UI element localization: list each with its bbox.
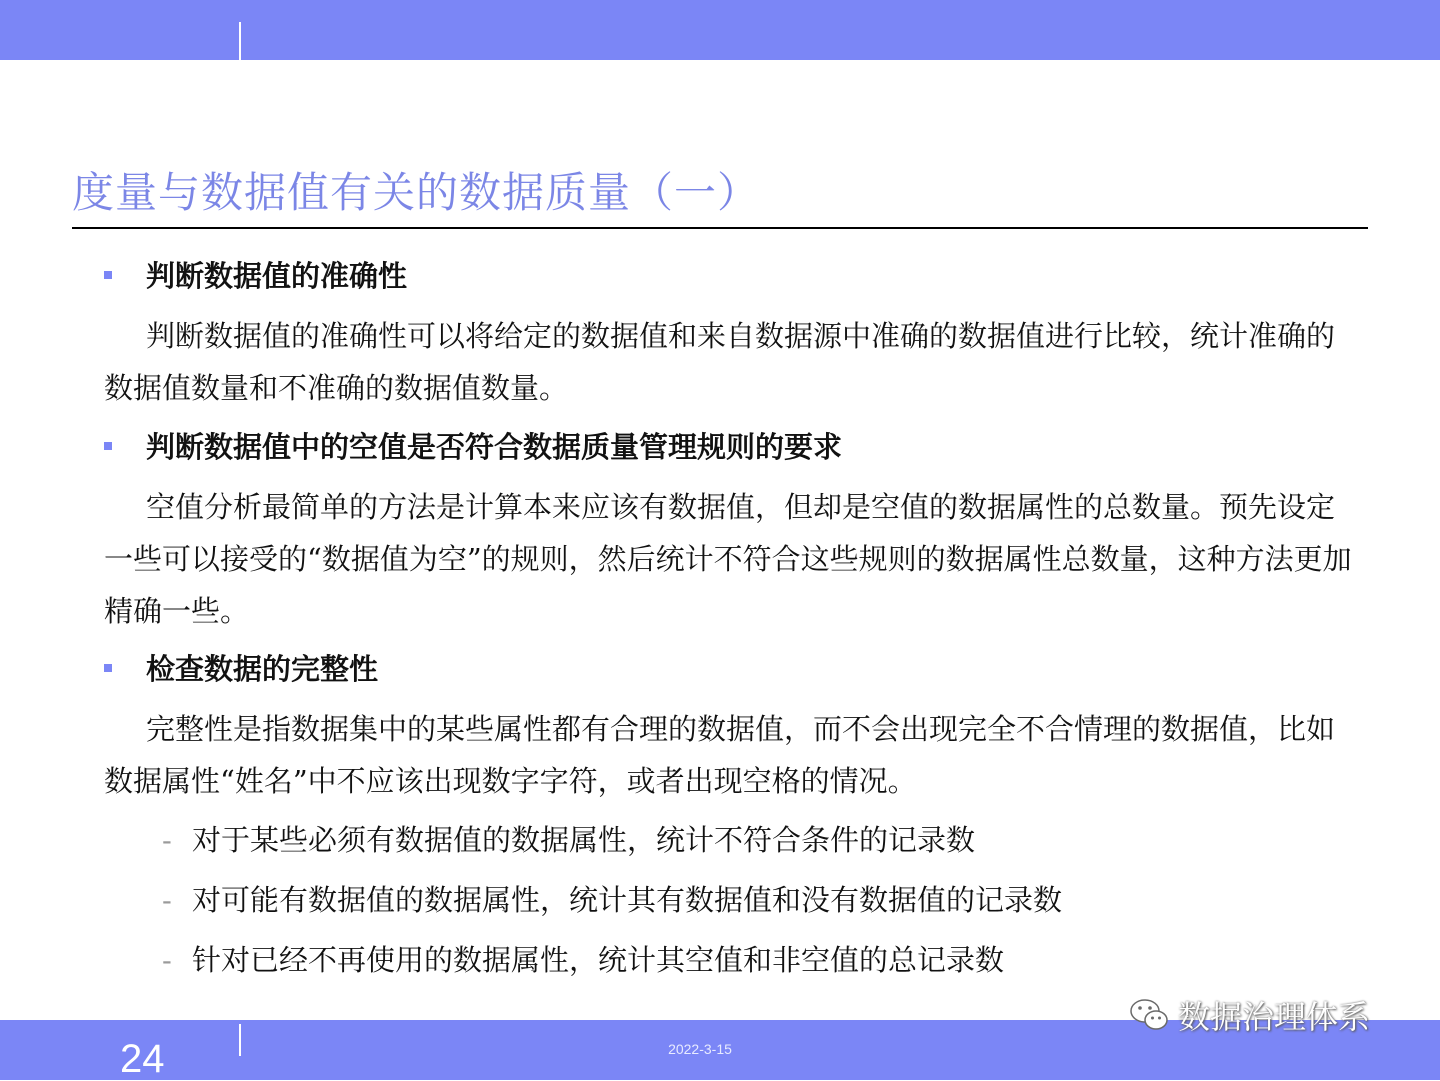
section-3-heading-text: 检查数据的完整性 xyxy=(146,652,379,686)
top-band xyxy=(0,0,1440,60)
section-2-heading-text: 判断数据值中的空值是否符合数据质量管理规则的要求 xyxy=(146,430,843,464)
sub-item-3 xyxy=(162,942,1004,978)
bottom-band-divider xyxy=(239,1024,241,1056)
dash-bullet-icon: - xyxy=(162,943,172,977)
sub-item-3-text: 针对已经不再使用的数据属性，统计其空值和非空值的总记录数 xyxy=(192,943,1005,977)
section-2-heading xyxy=(104,429,842,465)
sub-item-2 xyxy=(162,882,1062,918)
dash-bullet-icon: - xyxy=(162,823,172,857)
section-3-body: 完整性是指数据集中的某些属性都有合理的数据值，而不会出现完全不合情理的数据值，比如数据属性“姓名”中不应该出现数字字符，或者出现空格的情况。 xyxy=(104,712,1336,798)
square-bullet-icon xyxy=(104,664,112,672)
dash-bullet-icon: - xyxy=(162,883,172,917)
section-1-body: 判断数据值的准确性可以将给定的数据值和来自数据源中准确的数据值进行比较，统计准确的数据值数量和不准确的数据值数量。 xyxy=(104,319,1336,405)
square-bullet-icon xyxy=(104,442,112,450)
sub-item-2-text: 对可能有数据值的数据属性，统计其有数据值和没有数据值的记录数 xyxy=(192,883,1063,917)
sub-item-1 xyxy=(162,822,975,858)
sub-item-1-text: 对于某些必须有数据值的数据属性，统计不符合条件的记录数 xyxy=(192,823,976,857)
slide-date: 2022-3-15 xyxy=(668,1041,732,1057)
watermark xyxy=(1128,992,1370,1038)
square-bullet-icon xyxy=(104,271,112,279)
top-band-divider xyxy=(239,22,241,60)
section-1-heading-text: 判断数据值的准确性 xyxy=(146,259,408,293)
wechat-icon xyxy=(1128,996,1170,1034)
title-rule xyxy=(72,227,1368,229)
section-1-heading xyxy=(104,258,407,294)
section-2-body: 空值分析最简单的方法是计算本来应该有数据值，但却是空值的数据属性的总数量。预先设定一些可以接受的“数据值为空”的规则，然后统计不符合这些规则的数据属性总数量，这种方法更加精确一些。 xyxy=(104,490,1352,628)
watermark-text: 数据治理体系 xyxy=(1178,998,1371,1036)
page-number: 24 xyxy=(120,1037,165,1081)
section-3-heading xyxy=(104,651,378,687)
slide-title: 度量与数据值有关的数据质量（一） xyxy=(72,168,761,217)
